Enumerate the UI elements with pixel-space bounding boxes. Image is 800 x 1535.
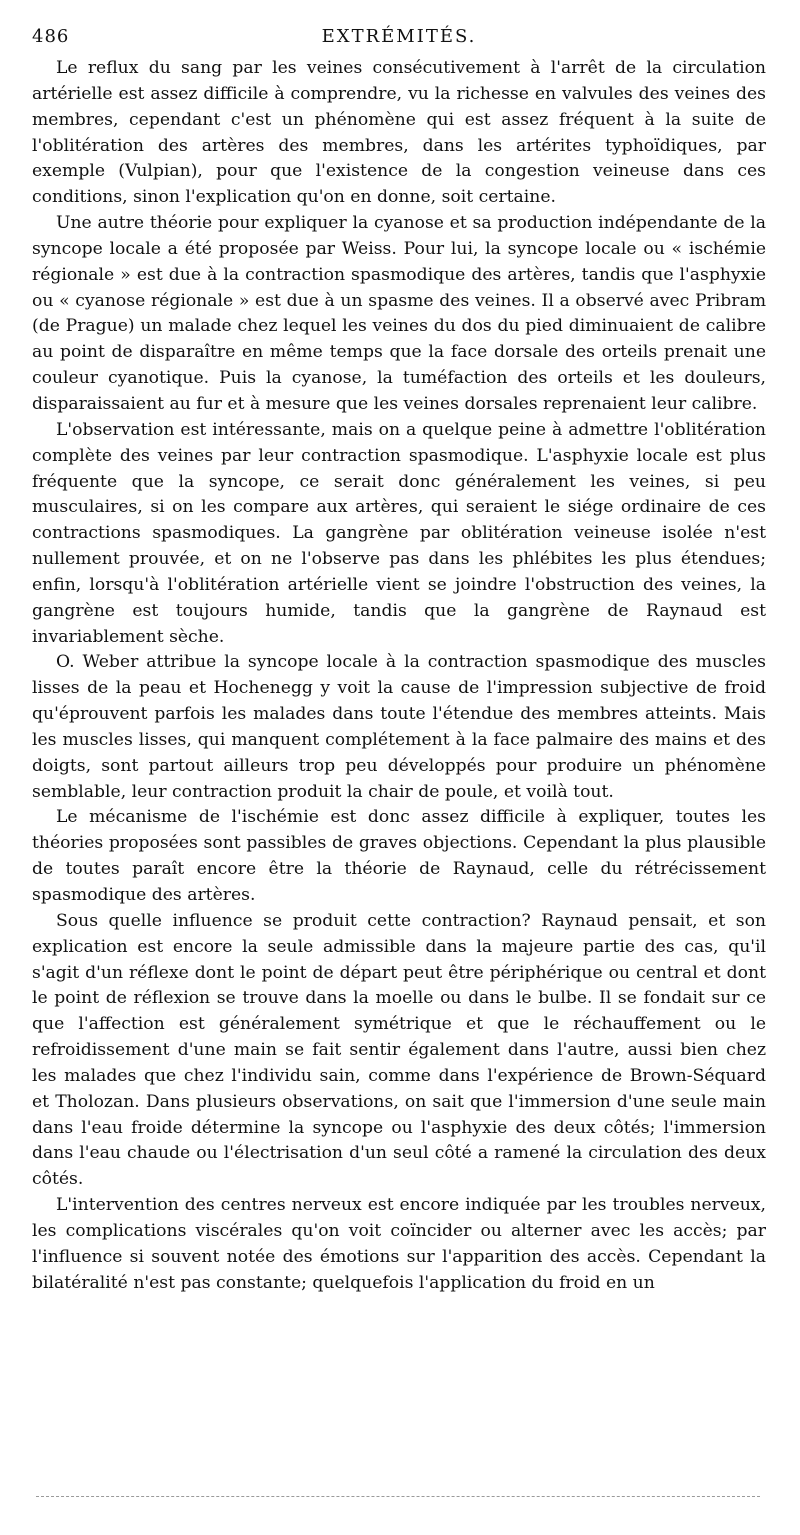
page-header — [32, 22, 766, 56]
paragraph-mecanisme-ischemie: Le mécanisme de l'ischémie est donc assez difficile à expliquer, toutes les théories proposées sont passibles de graves objections. Cependant la plus plausible de toutes paraît encore être la théorie de Raynaud, celle du rétrécissement spasmodique des artères. — [32, 807, 766, 905]
paragraph-centres-nerveux: L'intervention des centres nerveux est encore indiquée par les troubles nerveux, les complications viscérales qu'on voit coïncider ou alterner avec les accès; par l'influence si souvent notée des émotions sur l'apparition des accès. Cependant la bilatéralité n'est pas constante; quelquefois l'application du froid en un — [32, 1195, 766, 1293]
book-page — [32, 22, 766, 1297]
running-title: EXTRÉMITÉS. — [321, 26, 477, 47]
paragraph-observation: L'observation est intéressante, mais on a quelque peine à admettre l'oblitération complète des veines par leur contraction spasmodique. L'asphyxie locale est plus fréquente que la syncope, ce serait donc généralement les veines, si peu musculaires, si on les compare aux artères, qui seraient le siége ordinaire de ces contractions spasmodiques. La gangrène par oblitération veineuse isolée n'est nullement prouvée, et on ne l'observe pas dans les phlébites les plus étendues; enfin, lorsqu'à l'oblitération artérielle vient se joindre l'obstruction des veines, la gangrène est toujours humide, tandis que la gangrène de Raynaud est invariablement sèche. — [32, 419, 766, 647]
paragraph-influence-contraction: Sous quelle influence se produit cette contraction? Raynaud pensait, et son explication est encore la seule admissible dans la majeure partie des cas, qu'il s'agit d'un réflexe dont le point de départ peut être périphérique ou central et dont le point de réflexion se trouve dans la moelle ou dans le bulbe. Il se fondait sur ce que l'affection est généralement symétrique et que le réchauffement ou le refroidissement d'une main se fait sentir également dans l'autre, aussi bien chez les malades que chez l'individu sain, comme dans l'expérience de Brown-Séquard et Tholozan. Dans plusieurs observations, on sait que l'immersion d'une seule main dans l'eau froide détermine la syncope ou l'asphyxie des deux côtés; l'immersion dans l'eau chaude ou l'électrisation d'un seul côté a ramené la circulation des deux côtés. — [32, 910, 766, 1190]
body-text — [32, 56, 766, 1297]
paragraph-reflux-veineux: Le reflux du sang par les veines consécutivement à l'arrêt de la circulation artérielle est assez difficile à comprendre, vu la richesse en valvules des veines des membres, cependant c'est un phénomène qui est assez fréquent à la suite de l'oblitération des artères des membres, dans les artérites typhoïdiques, par exemple (Vulpian), pour que l'existence de la congestion veineuse dans ces conditions, sinon l'explication qu'on en donne, soit certaine. — [32, 58, 766, 208]
page-number: 486 — [32, 26, 70, 47]
paragraph-weber-hochenegg: O. Weber attribue la syncope locale à la contraction spasmodique des muscles lisses de la peau et Hochenegg y voit la cause de l'impression subjective de froid qu'éprouvent parfois les malades dans toute l'étendue des membres atteints. Mais les muscles lisses, qui manquent complétement à la face palmaire des mains et des doigts, sont partout ailleurs trop peu développés pour produire un phénomène semblable, leur contraction produit la chair de poule, et voilà tout. — [32, 652, 766, 802]
paragraph-theorie-weiss: Une autre théorie pour expliquer la cyanose et sa production indépendante de la syncope locale a été proposée par Weiss. Pour lui, la syncope locale ou « ischémie régionale » est due à la contraction spasmodique des artères, tandis que l'asphyxie ou « cyanose régionale » est due à un spasme des veines. Il a observé avec Pribram (de Prague) un malade chez lequel les veines du dos du pied diminuaient de calibre au point de disparaître en même temps que la face dorsale des orteils prenait une couleur cyanotique. Puis la cyanose, la tuméfaction des orteils et les douleurs, disparaissaient au fur et à mesure que les veines dorsales reprenaient leur calibre. — [32, 213, 766, 414]
footer-divider — [36, 1496, 760, 1497]
